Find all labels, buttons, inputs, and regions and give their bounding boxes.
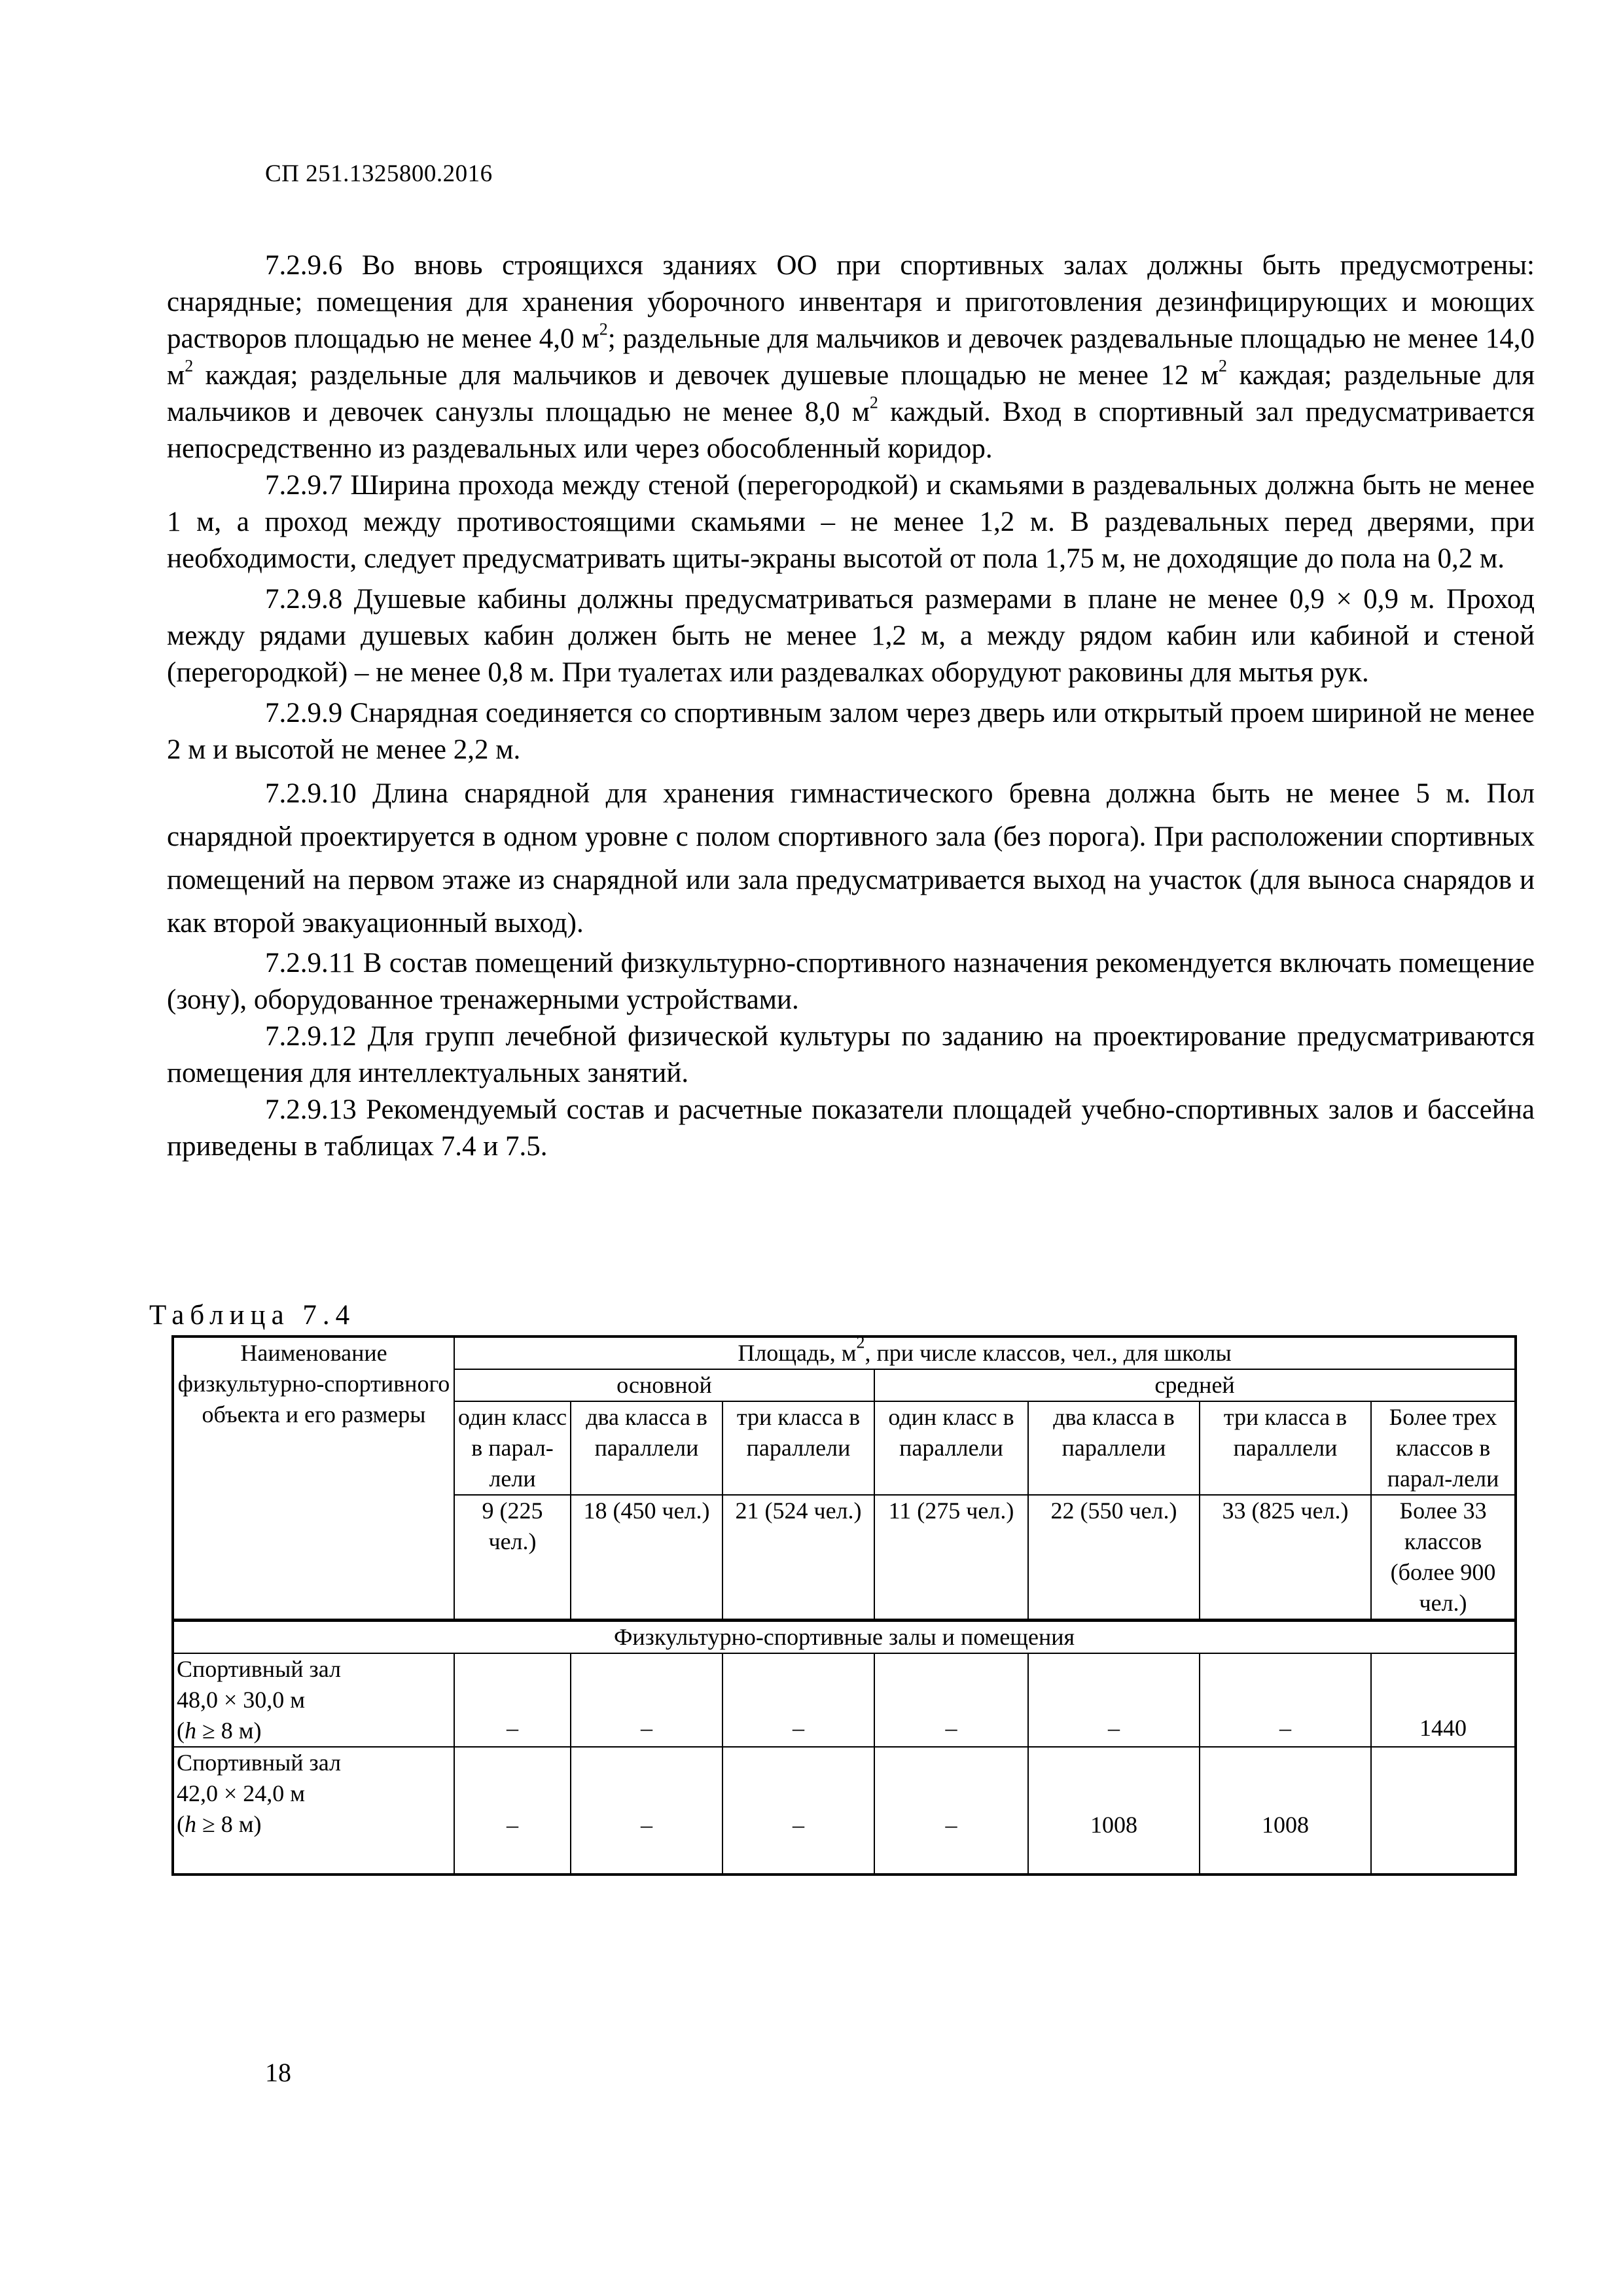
area-header-cell: Площадь, $м^2$, при числе классов, чел., для школы bbox=[454, 1336, 1516, 1369]
group-basic-school: основной bbox=[454, 1369, 874, 1401]
table-cell: 1440 bbox=[1371, 1653, 1516, 1747]
table-cell: – bbox=[1028, 1653, 1200, 1747]
col-count: 22 (550 чел.) bbox=[1028, 1495, 1200, 1621]
section-row bbox=[173, 1621, 1516, 1654]
paragraph-7-2-9-10: 7.2.9.10 Длина снарядной для хранения гимнастического бревна должна быть не менее 5 м. Пол снарядной проектируется в одном уровне с полом спортивного зала (без порога). При расположении спортивных помещений на первом этаже из снарядной или зала предусматривается выход на участок (для выноса снарядов и как второй эвакуационный выход). bbox=[167, 778, 1535, 939]
table-cell: – bbox=[722, 1653, 874, 1747]
row-name: Спортивный зал 42,0 × 24,0 м (h ≥ 8 м) bbox=[173, 1747, 454, 1874]
col-header: два класса в параллели bbox=[571, 1401, 722, 1495]
table-cell: – bbox=[571, 1653, 722, 1747]
col-count: 11 (275 чел.) bbox=[874, 1495, 1028, 1621]
table-7-4 bbox=[171, 1335, 1517, 1876]
table-cell: – bbox=[1200, 1653, 1371, 1747]
table-cell: – bbox=[874, 1747, 1028, 1874]
col-count: Более 33 классов (более 900 чел.) bbox=[1371, 1495, 1516, 1621]
col-header: Более трех классов в парал-лели bbox=[1371, 1401, 1516, 1495]
table-cell: – bbox=[571, 1747, 722, 1874]
table-header-row-1 bbox=[173, 1336, 1516, 1369]
col-count: 18 (450 чел.) bbox=[571, 1495, 722, 1621]
table-label: Таблица 7.4 bbox=[149, 1300, 356, 1331]
page-number: 18 bbox=[265, 2058, 291, 2087]
table-cell: 1008 bbox=[1028, 1747, 1200, 1874]
group-secondary-school: средней bbox=[874, 1369, 1516, 1401]
paragraph-7-2-9-7: 7.2.9.7 Ширина прохода между стеной (перегородкой) и скамьями в раздевальных должна быть не менее 1 м, а проход между противостоящими скамьями – не менее 1,2 м. В раздевальных перед дверями, при необходимости, следует предусматривать щиты-экраны высотой от пола 1,75 м, не доходящие до пола на 0,2 м. bbox=[167, 470, 1535, 574]
table-cell: – bbox=[874, 1653, 1028, 1747]
table-row bbox=[173, 1653, 1516, 1747]
body-text bbox=[167, 247, 1535, 1165]
table-cell: 1008 bbox=[1200, 1747, 1371, 1874]
col-header: три класса в параллели bbox=[1200, 1401, 1371, 1495]
table-cell bbox=[1371, 1747, 1516, 1874]
document-code-header: СП 251.1325800.2016 bbox=[265, 160, 493, 187]
col-count: 9 (225 чел.) bbox=[454, 1495, 571, 1621]
corner-header-cell: Наименование физкультурно-спортивного объекта и его размеры bbox=[173, 1336, 454, 1621]
col-count: 33 (825 чел.) bbox=[1200, 1495, 1371, 1621]
row-name: Спортивный зал 48,0 × 30,0 м (h ≥ 8 м) bbox=[173, 1653, 454, 1747]
col-count: 21 (524 чел.) bbox=[722, 1495, 874, 1621]
paragraph-7-2-9-9: 7.2.9.9 Снарядная соединяется со спортивным залом через дверь или открытый проем шириной не менее 2 м и высотой не менее 2,2 м. bbox=[167, 698, 1535, 765]
section-title: Физкультурно-спортивные залы и помещения bbox=[173, 1621, 1516, 1654]
col-header: один класс в парал-лели bbox=[454, 1401, 571, 1495]
paragraph-7-2-9-6: 7.2.9.6 Во вновь строящихся зданиях ОО при спортивных залах должны быть предусмотрены: снарядные; помещения для хранения уборочного инвентаря и приготовления дезинфицирующих и моющих растворов площадью не менее 4,0 $м^2$; раздельные для мальчиков и девочек раздевальные площадью не менее 14,0 $м^2$ каждая; раздельные для мальчиков и девочек душевые площадью не менее 12 $м^2$ каждая; раздельные для мальчиков и девочек санузлы площадью не менее 8,0 $м^2$ каждый. Вход в спортивный зал предусматривается непосредственно из раздевальных или через обособленный коридор. bbox=[167, 250, 1535, 464]
paragraph-7-2-9-11: 7.2.9.11 В состав помещений физкультурно-спортивного назначения рекомендуется включать помещение (зону), оборудованное тренажерными устройствами. bbox=[167, 948, 1535, 1015]
table-cell: – bbox=[454, 1747, 571, 1874]
table-cell: – bbox=[454, 1653, 571, 1747]
col-header: три класса в параллели bbox=[722, 1401, 874, 1495]
table-cell: – bbox=[722, 1747, 874, 1874]
table-row bbox=[173, 1747, 1516, 1874]
paragraph-7-2-9-8: 7.2.9.8 Душевые кабины должны предусматриваться размерами в плане не менее 0,9 × 0,9 м. Проход между рядами душевых кабин должен быть не менее 1,2 м, а между рядом кабин или кабиной и стеной (перегородкой) – не менее 0,8 м. При туалетах или раздевалках оборудуют раковины для мытья рук. bbox=[167, 584, 1535, 688]
paragraph-7-2-9-13: 7.2.9.13 Рекомендуемый состав и расчетные показатели площадей учебно-спортивных залов и бассейна приведены в таблицах 7.4 и 7.5. bbox=[167, 1094, 1535, 1162]
col-header: два класса в параллели bbox=[1028, 1401, 1200, 1495]
col-header: один класс в параллели bbox=[874, 1401, 1028, 1495]
paragraph-7-2-9-12: 7.2.9.12 Для групп лечебной физической культуры по заданию на проектирование предусматриваются помещения для интеллектуальных занятий. bbox=[167, 1021, 1535, 1088]
